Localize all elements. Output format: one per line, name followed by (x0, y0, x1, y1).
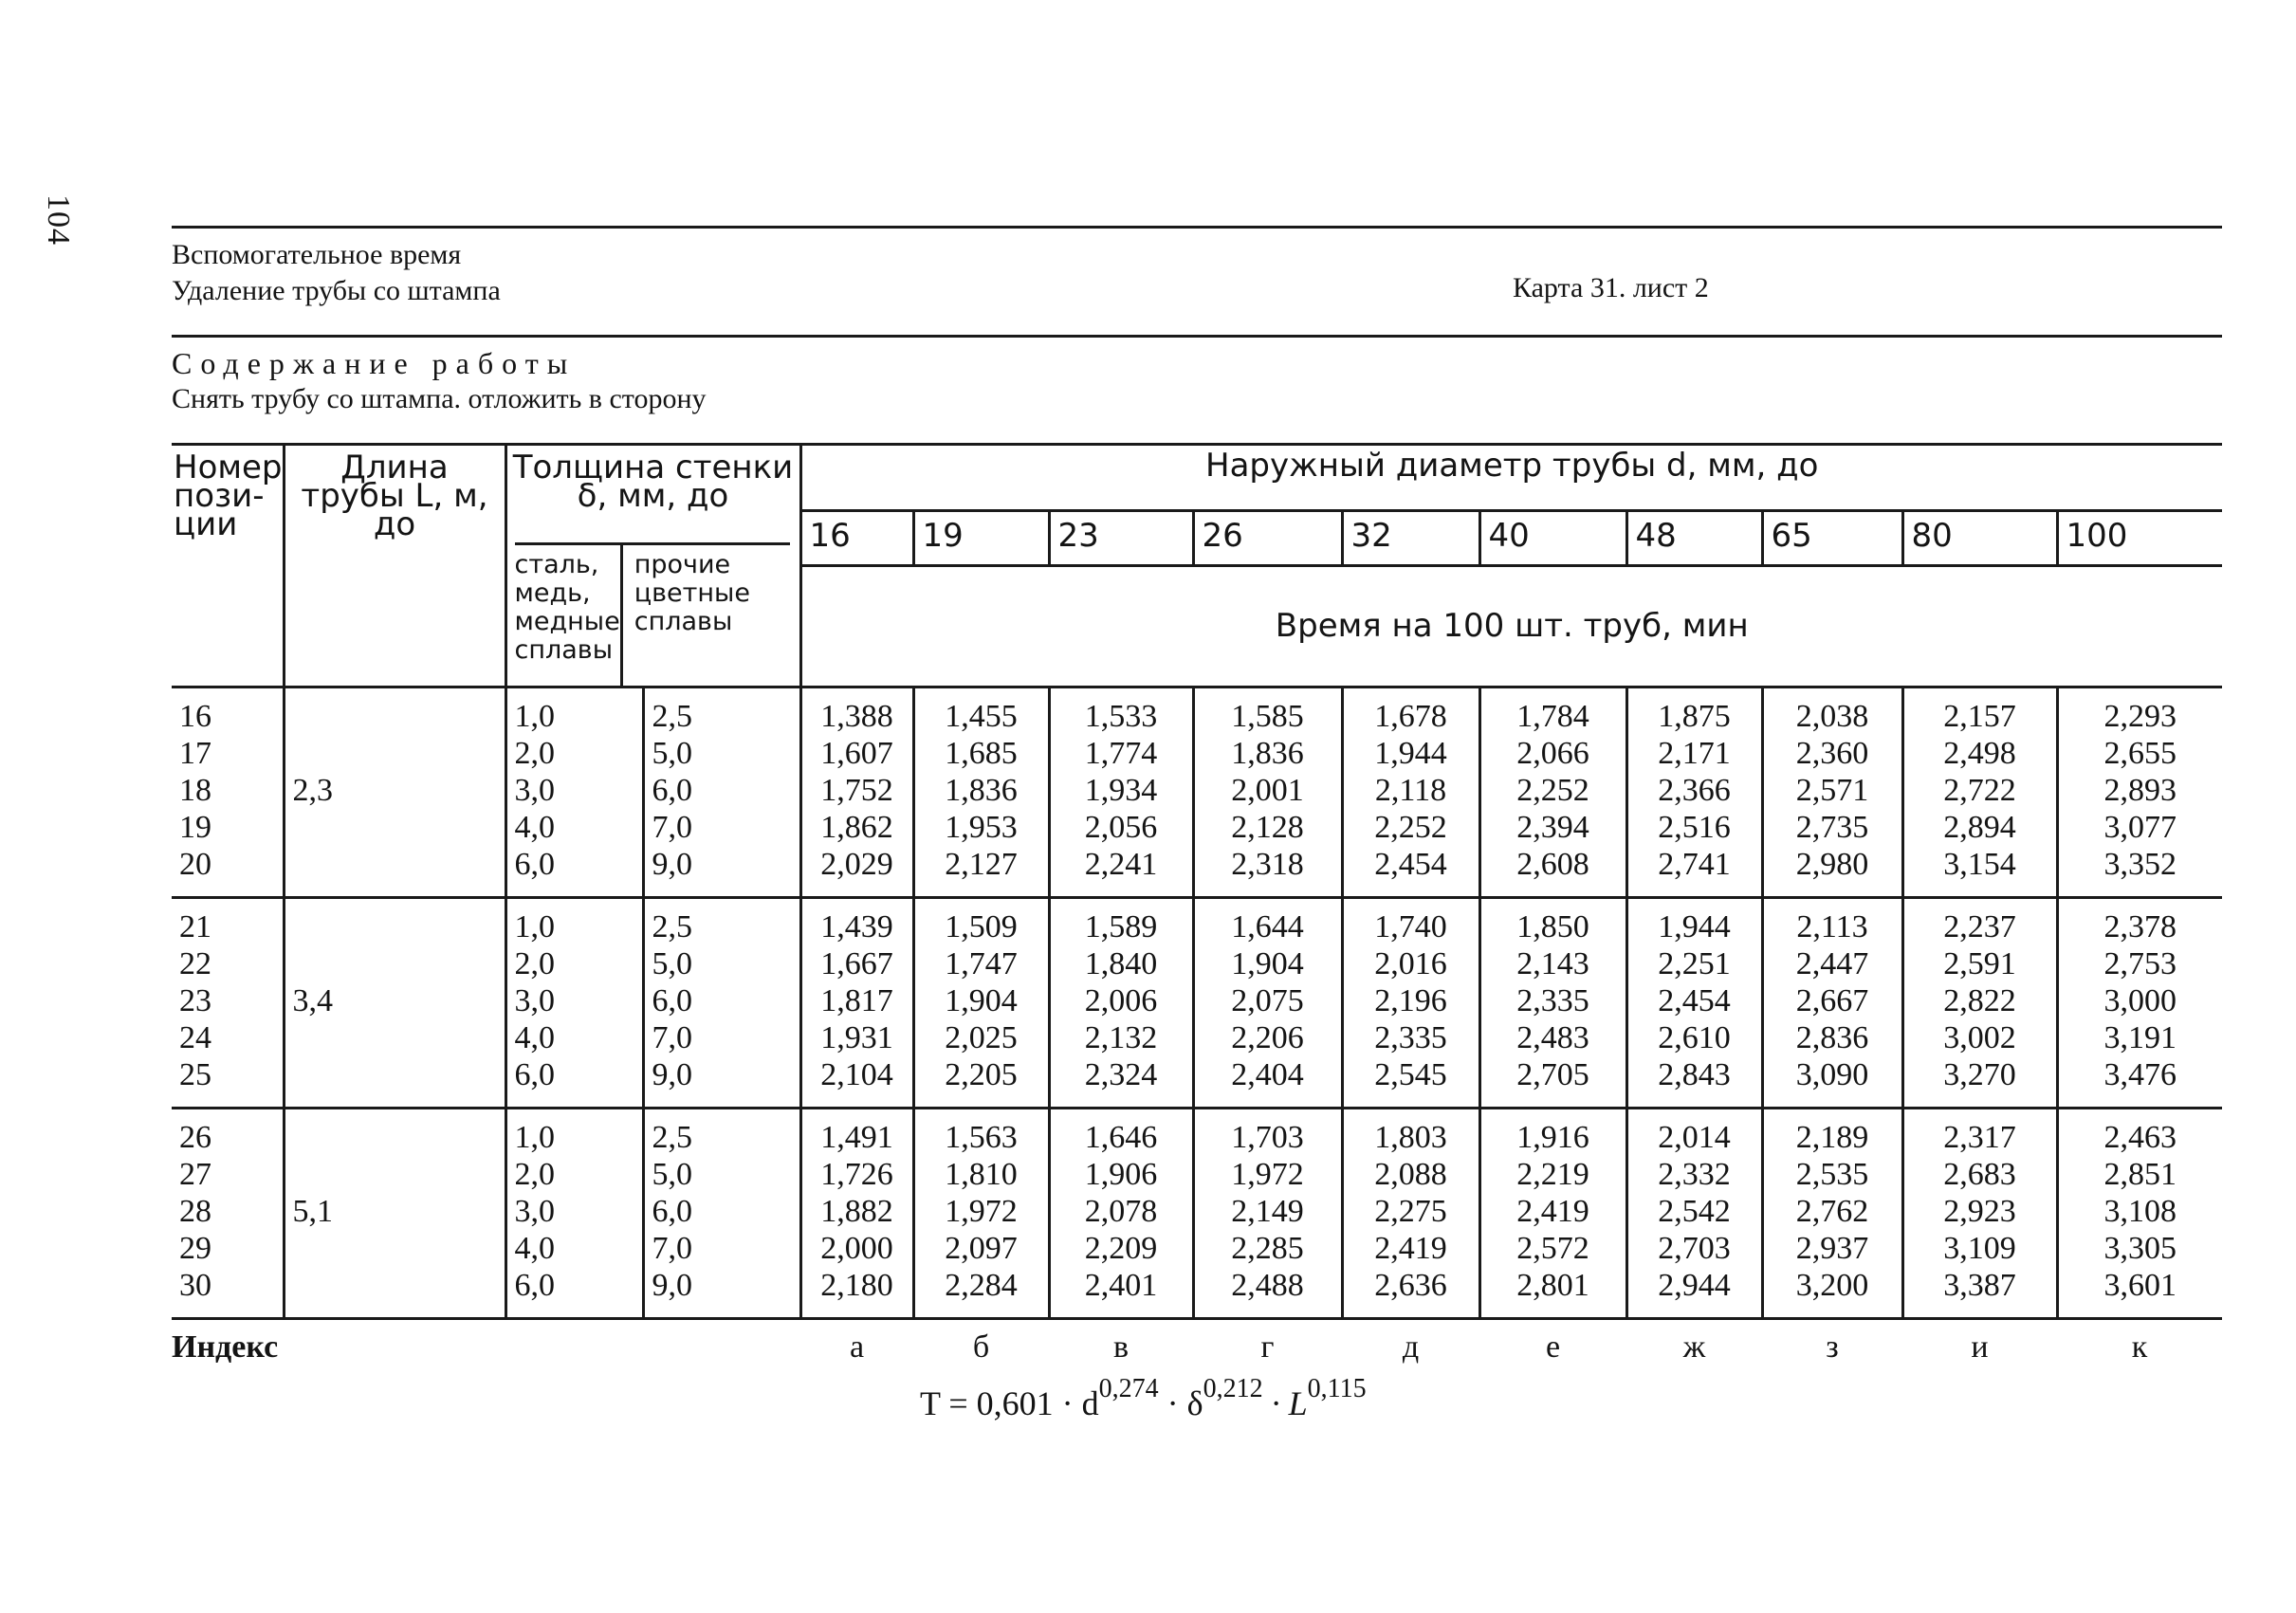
time-cell: 2,335 (1342, 1019, 1479, 1056)
time-cell: 2,753 (2057, 945, 2222, 982)
length-cell (284, 1019, 505, 1056)
time-cell: 2,843 (1626, 1056, 1762, 1109)
wall-other-cell: 9,0 (643, 1056, 800, 1109)
time-cell: 1,752 (800, 772, 913, 809)
time-cell: 1,439 (800, 897, 913, 945)
time-cell: 2,332 (1626, 1156, 1762, 1193)
time-cell: 2,237 (1902, 897, 2057, 945)
position-cell: 29 (179, 1230, 211, 1266)
time-cell: 2,075 (1193, 982, 1342, 1019)
length-cell (284, 735, 505, 772)
time-cell: 1,850 (1479, 897, 1626, 945)
wall-steel-cell: 1,0 (505, 897, 643, 945)
table-row (172, 772, 2222, 809)
time-cell: 3,109 (1902, 1230, 2057, 1267)
time-cell: 2,157 (1902, 687, 2057, 735)
wall-subheaders (505, 510, 800, 687)
time-cell: 2,655 (2057, 735, 2222, 772)
time-cell: 2,205 (913, 1056, 1049, 1109)
time-cell: 2,104 (800, 1056, 913, 1109)
time-cell: 1,703 (1193, 1108, 1342, 1156)
wall-steel-cell: 6,0 (505, 1267, 643, 1319)
wall-other-cell: 2,5 (643, 897, 800, 945)
time-cell: 2,366 (1626, 772, 1762, 809)
time-cell: 2,572 (1479, 1230, 1626, 1267)
index-letter: г (1260, 1329, 1275, 1365)
index-label: Индекс (172, 1329, 279, 1365)
time-cell: 1,916 (1479, 1108, 1626, 1156)
time-cell: 1,678 (1342, 687, 1479, 735)
index-letter: в (1112, 1329, 1130, 1365)
time-cell: 2,401 (1049, 1267, 1193, 1319)
time-cell: 1,934 (1049, 772, 1193, 809)
time-cell: 2,741 (1626, 846, 1762, 898)
length-cell (284, 945, 505, 982)
time-cell: 2,488 (1193, 1267, 1342, 1319)
time-cell: 2,285 (1193, 1230, 1342, 1267)
time-cell: 2,667 (1762, 982, 1902, 1019)
table-row (172, 809, 2222, 846)
time-cell: 1,817 (800, 982, 913, 1019)
wall-steel-cell: 2,0 (505, 945, 643, 982)
position-cell: 23 (179, 982, 211, 1018)
time-cell: 2,196 (1342, 982, 1479, 1019)
time-cell: 1,972 (1193, 1156, 1342, 1193)
time-cell: 1,685 (913, 735, 1049, 772)
time-cell: 2,097 (913, 1230, 1049, 1267)
time-cell: 2,894 (1902, 809, 2057, 846)
col-diameter-header: Наружный диаметр трубы d, мм, до (800, 445, 2222, 511)
time-cell: 1,774 (1049, 735, 1193, 772)
time-cell: 2,252 (1342, 809, 1479, 846)
time-cell: 3,108 (2057, 1193, 2222, 1230)
time-cell: 2,001 (1193, 772, 1342, 809)
position-cell: 18 (179, 772, 211, 808)
time-cell: 2,078 (1049, 1193, 1193, 1230)
time-cell: 1,810 (913, 1156, 1049, 1193)
time-cell: 2,113 (1762, 897, 1902, 945)
position-cell: 17 (179, 735, 211, 771)
time-cell: 2,038 (1762, 687, 1902, 735)
time-cell: 2,149 (1193, 1193, 1342, 1230)
wall-steel-cell: 4,0 (505, 1230, 643, 1267)
header-line-2: Удаление трубы со штампа (172, 275, 501, 306)
time-cell: 1,646 (1049, 1108, 1193, 1156)
time-cell: 2,454 (1626, 982, 1762, 1019)
position-cell: 30 (172, 1267, 284, 1319)
wall-other-cell: 5,0 (643, 1156, 800, 1193)
time-cell: 3,352 (2057, 846, 2222, 898)
norm-table (172, 443, 2222, 1366)
header-bottom-rule (172, 335, 2222, 338)
wall-steel-cell: 4,0 (505, 809, 643, 846)
wall-other-cell: 9,0 (643, 1267, 800, 1319)
length-cell (284, 1156, 505, 1193)
table-row (172, 897, 2222, 945)
time-cell: 2,419 (1342, 1230, 1479, 1267)
time-cell: 2,014 (1626, 1108, 1762, 1156)
time-cell: 2,171 (1626, 735, 1762, 772)
wall-steel-cell: 1,0 (505, 687, 643, 735)
time-cell: 1,607 (800, 735, 913, 772)
diameter-header-16: 16 (800, 510, 913, 565)
time-cell: 1,906 (1049, 1156, 1193, 1193)
time-cell: 2,851 (2057, 1156, 2222, 1193)
table-row (172, 687, 2222, 735)
diameter-header-100: 100 (2057, 510, 2222, 565)
time-cell: 2,394 (1479, 809, 1626, 846)
time-cell: 3,200 (1762, 1267, 1902, 1319)
position-cell: 20 (172, 846, 284, 898)
time-cell: 1,904 (1193, 945, 1342, 982)
length-cell (284, 846, 505, 898)
time-cell: 2,275 (1342, 1193, 1479, 1230)
length-cell (284, 1108, 505, 1156)
time-cell: 1,747 (913, 945, 1049, 982)
time-cell: 2,251 (1626, 945, 1762, 982)
time-cell: 1,644 (1193, 897, 1342, 945)
length-cell (284, 809, 505, 846)
table-row (172, 1019, 2222, 1056)
col-wall-steel-header: сталь, медь, медные сплавы (515, 545, 623, 686)
position-cell: 19 (179, 809, 211, 845)
time-cell: 2,284 (913, 1267, 1049, 1319)
wall-steel-cell: 2,0 (505, 1156, 643, 1193)
position-cell: 27 (179, 1156, 211, 1192)
wall-other-cell: 6,0 (643, 1193, 800, 1230)
time-cell: 2,516 (1626, 809, 1762, 846)
position-cell: 21 (179, 908, 211, 944)
index-letter: и (1971, 1329, 1989, 1365)
time-cell: 2,636 (1342, 1267, 1479, 1319)
time-header: Время на 100 шт. труб, мин (800, 565, 2222, 687)
diameter-header-65: 65 (1762, 510, 1902, 565)
time-cell: 3,476 (2057, 1056, 2222, 1109)
time-cell: 2,801 (1479, 1267, 1626, 1319)
wall-steel-cell: 2,0 (505, 735, 643, 772)
time-cell: 2,591 (1902, 945, 2057, 982)
time-cell: 2,029 (800, 846, 913, 898)
col-length-header: Длина трубы L, м, до (284, 445, 505, 687)
diameter-header-19: 19 (913, 510, 1049, 565)
time-cell: 1,563 (913, 1108, 1049, 1156)
table-row (172, 1193, 2222, 1230)
time-cell: 2,419 (1479, 1193, 1626, 1230)
time-cell: 2,209 (1049, 1230, 1193, 1267)
time-cell: 1,836 (1193, 735, 1342, 772)
time-cell: 2,722 (1902, 772, 2057, 809)
time-cell: 2,571 (1762, 772, 1902, 809)
wall-steel-cell: 3,0 (505, 982, 643, 1019)
time-cell: 2,447 (1762, 945, 1902, 982)
time-cell: 1,585 (1193, 687, 1342, 735)
time-cell: 3,191 (2057, 1019, 2222, 1056)
time-cell: 2,454 (1342, 846, 1479, 898)
table-row (172, 1267, 2222, 1319)
time-cell: 2,360 (1762, 735, 1902, 772)
time-cell: 1,803 (1342, 1108, 1479, 1156)
col-wall-header: Толщина стенки δ, мм, до (505, 445, 800, 511)
time-cell: 2,056 (1049, 809, 1193, 846)
header-top-rule (172, 226, 2222, 229)
time-cell: 2,317 (1902, 1108, 2057, 1156)
wall-steel-cell: 6,0 (505, 1056, 643, 1109)
time-cell: 2,463 (2057, 1108, 2222, 1156)
time-cell: 2,683 (1902, 1156, 2057, 1193)
time-cell: 2,189 (1762, 1108, 1902, 1156)
length-cell: 2,3 (284, 772, 505, 809)
table-row (172, 1056, 2222, 1109)
index-letter: а (849, 1329, 865, 1365)
time-cell: 3,270 (1902, 1056, 2057, 1109)
index-row (172, 1318, 2222, 1366)
time-cell: 2,836 (1762, 1019, 1902, 1056)
table-row (172, 982, 2222, 1019)
table-row (172, 1108, 2222, 1156)
wall-steel-cell: 4,0 (505, 1019, 643, 1056)
time-cell: 2,893 (2057, 772, 2222, 809)
time-cell: 3,305 (2057, 1230, 2222, 1267)
index-letter: д (1402, 1329, 1420, 1365)
table-row (172, 735, 2222, 772)
time-cell: 1,944 (1626, 897, 1762, 945)
time-cell: 2,378 (2057, 897, 2222, 945)
time-cell: 2,762 (1762, 1193, 1902, 1230)
time-cell: 2,535 (1762, 1156, 1902, 1193)
wall-steel-cell: 1,0 (505, 1108, 643, 1156)
time-cell: 2,483 (1479, 1019, 1626, 1056)
wall-other-cell: 5,0 (643, 735, 800, 772)
index-letter: ж (1682, 1329, 1706, 1365)
time-cell: 3,077 (2057, 809, 2222, 846)
time-cell: 1,388 (800, 687, 913, 735)
time-cell: 2,542 (1626, 1193, 1762, 1230)
position-cell: 26 (179, 1119, 211, 1155)
time-cell: 2,944 (1626, 1267, 1762, 1319)
time-cell: 3,000 (2057, 982, 2222, 1019)
time-cell: 2,143 (1479, 945, 1626, 982)
time-cell: 1,862 (800, 809, 913, 846)
time-cell: 2,132 (1049, 1019, 1193, 1056)
time-cell: 2,016 (1342, 945, 1479, 982)
diameter-header-32: 32 (1342, 510, 1479, 565)
wall-other-cell: 2,5 (643, 687, 800, 735)
time-cell: 1,836 (913, 772, 1049, 809)
content-text: Снять трубу со штампа. отложить в сторону (172, 383, 707, 414)
time-cell: 2,923 (1902, 1193, 2057, 1230)
wall-other-cell: 5,0 (643, 945, 800, 982)
diameter-header-23: 23 (1049, 510, 1193, 565)
wall-other-cell: 7,0 (643, 1019, 800, 1056)
time-cell: 2,000 (800, 1230, 913, 1267)
time-cell: 2,610 (1626, 1019, 1762, 1056)
card-number: Карта 31. лист 2 (1513, 272, 1709, 303)
col-wall-other-header: прочие цветные сплавы (634, 549, 750, 636)
time-cell: 1,875 (1626, 687, 1762, 735)
time-cell: 2,006 (1049, 982, 1193, 1019)
time-cell: 1,784 (1479, 687, 1626, 735)
time-cell: 2,318 (1193, 846, 1342, 898)
time-cell: 1,726 (800, 1156, 913, 1193)
time-cell: 1,944 (1342, 735, 1479, 772)
length-cell (284, 1230, 505, 1267)
table-row (172, 1156, 2222, 1193)
time-cell: 2,735 (1762, 809, 1902, 846)
time-cell: 2,980 (1762, 846, 1902, 898)
wall-other-cell: 6,0 (643, 772, 800, 809)
time-cell: 1,491 (800, 1108, 913, 1156)
wall-other-cell: 7,0 (643, 809, 800, 846)
wall-steel-cell: 3,0 (505, 1193, 643, 1230)
length-cell (284, 897, 505, 945)
diameter-header-40: 40 (1479, 510, 1626, 565)
wall-other-cell: 6,0 (643, 982, 800, 1019)
time-cell: 2,088 (1342, 1156, 1479, 1193)
time-cell: 1,740 (1342, 897, 1479, 945)
time-cell: 2,498 (1902, 735, 2057, 772)
time-cell: 2,118 (1342, 772, 1479, 809)
position-cell: 22 (179, 945, 211, 981)
length-cell (284, 1056, 505, 1109)
time-cell: 2,293 (2057, 687, 2222, 735)
wall-other-cell: 9,0 (643, 846, 800, 898)
time-cell: 1,840 (1049, 945, 1193, 982)
index-letter: б (972, 1329, 990, 1365)
length-cell: 5,1 (284, 1193, 505, 1230)
time-cell: 3,154 (1902, 846, 2057, 898)
diameter-header-26: 26 (1193, 510, 1342, 565)
time-cell: 1,455 (913, 687, 1049, 735)
time-cell: 1,882 (800, 1193, 913, 1230)
length-cell (284, 1267, 505, 1319)
time-cell: 2,937 (1762, 1230, 1902, 1267)
header-line-1: Вспомогательное время (172, 239, 462, 270)
col-position-header: Номер пози- ции (172, 445, 284, 687)
time-cell: 3,601 (2057, 1267, 2222, 1319)
time-cell: 1,589 (1049, 897, 1193, 945)
time-cell: 2,127 (913, 846, 1049, 898)
table-row (172, 1230, 2222, 1267)
time-cell: 2,335 (1479, 982, 1626, 1019)
page-number: 104 (41, 194, 76, 246)
length-cell: 3,4 (284, 982, 505, 1019)
time-cell: 2,324 (1049, 1056, 1193, 1109)
index-letter: к (2131, 1329, 2148, 1365)
formula: $T = 0,601 \cdot d^{0,274} \cdot \delta^{0,212} \cdot L^{0,115}$ (920, 1374, 1367, 1422)
time-cell: 1,509 (913, 897, 1049, 945)
time-cell: 3,002 (1902, 1019, 2057, 1056)
wall-other-cell: 7,0 (643, 1230, 800, 1267)
time-cell: 2,545 (1342, 1056, 1479, 1109)
time-cell: 2,128 (1193, 809, 1342, 846)
length-cell (284, 687, 505, 735)
time-cell: 2,066 (1479, 735, 1626, 772)
time-cell: 2,703 (1626, 1230, 1762, 1267)
time-cell: 1,972 (913, 1193, 1049, 1230)
time-cell: 1,667 (800, 945, 913, 982)
time-cell: 1,904 (913, 982, 1049, 1019)
time-cell: 1,953 (913, 809, 1049, 846)
time-cell: 2,252 (1479, 772, 1626, 809)
time-cell: 1,533 (1049, 687, 1193, 735)
time-cell: 3,387 (1902, 1267, 2057, 1319)
table-row (172, 846, 2222, 898)
content-title: Содержание работы (172, 346, 577, 380)
time-cell: 2,608 (1479, 846, 1626, 898)
time-cell: 2,705 (1479, 1056, 1626, 1109)
position-cell: 24 (179, 1019, 211, 1055)
position-cell: 16 (179, 698, 211, 734)
table-row (172, 945, 2222, 982)
time-cell: 2,404 (1193, 1056, 1342, 1109)
time-cell: 1,931 (800, 1019, 913, 1056)
time-cell: 2,822 (1902, 982, 2057, 1019)
diameter-header-48: 48 (1626, 510, 1762, 565)
time-cell: 2,180 (800, 1267, 913, 1319)
time-cell: 2,206 (1193, 1019, 1342, 1056)
time-cell: 3,090 (1762, 1056, 1902, 1109)
index-letter: е (1545, 1329, 1561, 1365)
wall-steel-cell: 3,0 (505, 772, 643, 809)
index-letter: з (1826, 1329, 1839, 1365)
position-cell: 28 (179, 1193, 211, 1229)
wall-other-cell: 2,5 (643, 1108, 800, 1156)
time-cell: 2,219 (1479, 1156, 1626, 1193)
time-cell: 2,241 (1049, 846, 1193, 898)
position-cell: 25 (172, 1056, 284, 1109)
time-cell: 2,025 (913, 1019, 1049, 1056)
diameter-header-80: 80 (1902, 510, 2057, 565)
wall-steel-cell: 6,0 (505, 846, 643, 898)
